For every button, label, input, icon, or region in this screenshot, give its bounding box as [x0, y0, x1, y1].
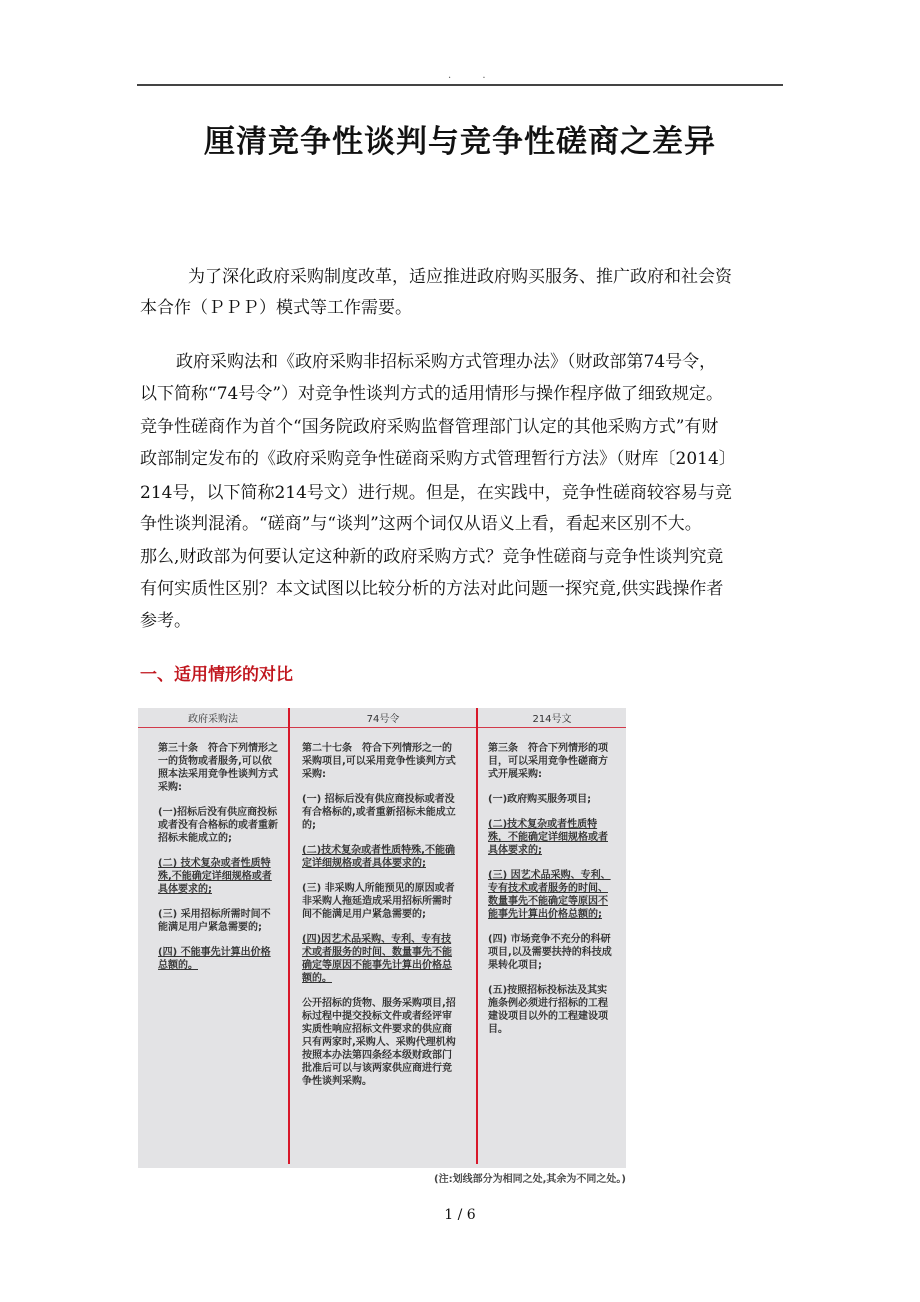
- page-title: 厘清竞争性谈判与竞争性磋商之差异: [204, 124, 716, 160]
- paragraph-line: 那么,财政部为何要认定这种新的政府采购方式？竞争性磋商与竞争性谈判究竟: [140, 547, 724, 567]
- table-clause: (五)按照招标投标法及其实施条例必须进行招标的工程建设项目以外的工程建设项目。: [488, 985, 608, 1035]
- table-divider: [476, 708, 478, 1164]
- table-clause: (一)政府购买服务项目;: [488, 794, 592, 805]
- table-clause: (四)因艺术品采购、专利、专有技术或者服务的时间、数量事先不能确定等原因不能事先计算出价格总额的。: [302, 934, 452, 984]
- paragraph-line: 214号，以下简称214号文）进行规。但是，在实践中，竞争性磋商较容易与竞: [140, 483, 732, 503]
- paragraph-line: 参考。: [140, 611, 191, 631]
- table-header-order-74: 74号令: [366, 714, 400, 725]
- page-number: 1 / 6: [444, 1207, 476, 1223]
- table-divider: [288, 708, 290, 1164]
- table-clause: (四) 市场竞争不充分的科研项目,以及需要扶持的科技成果转化项目;: [488, 934, 612, 971]
- paragraph-line: 以下简称“74号令”）对竞争性谈判方式的适用情形与操作程序做了细致规定。: [140, 384, 724, 404]
- table-column-doc-214: [488, 742, 616, 1048]
- table-clause: (一) 招标后没有供应商投标或者没有合格标的,或者重新招标未能成立的;: [302, 794, 456, 831]
- table-clause: 公开招标的货物、服务采购项目,招标过程中提交投标文件或者经评审实质性响应招标文件要求的供应商只有两家时,采购人、采购代理机构按照本办法第四条经本级财政部门批准后可以与该两家供应商进行竞争性谈判采购。: [302, 998, 456, 1087]
- paragraph-line: 争性谈判混淆。“磋商”与“谈判”这两个词仅从语义上看，看起来区别不大。: [140, 514, 702, 534]
- table-header-rule: [138, 727, 626, 728]
- table-clause: (一)招标后没有供应商投标或者没有合格标的或者重新招标未能成立的;: [158, 807, 278, 844]
- section-heading: 一、适用情形的对比: [140, 665, 293, 685]
- paragraph-line: 为了深化政府采购制度改革，适应推进政府购买服务、推广政府和社会资: [188, 267, 732, 287]
- paragraph-line: 政府采购法和《政府采购非招标采购方式管理办法》（财政部第74号令，: [176, 352, 717, 372]
- table-header-doc-214: 214号文: [532, 714, 572, 725]
- paragraph-line: 政部制定发布的《政府采购竞争性磋商采购方式管理暂行方法》（财库〔2014〕: [140, 449, 736, 469]
- table-clause: 第二十七条 符合下列情形之一的采购项目,可以采用竞争性谈判方式采购:: [302, 743, 456, 780]
- comparison-table-image: [138, 708, 626, 1168]
- paragraph-line: 有何实质性区别？本文试图以比较分析的方法对此问题一探究竟,供实践操作者: [140, 579, 724, 599]
- table-clause: 第三十条 符合下列情形之一的货物或者服务,可以依照本法采用竞争性谈判方式采购:: [158, 743, 278, 793]
- table-header-procurement-law: 政府采购法: [188, 714, 238, 725]
- header-dots: . .: [448, 70, 500, 81]
- table-note: (注:划线部分为相同之处,其余为不同之处。): [434, 1174, 626, 1185]
- paragraph-line: 本合作（ＰＰＰ）模式等工作需要。: [140, 298, 412, 318]
- table-clause: (二)技术复杂或者性质特殊,不能确定详细规格或者具体要求的;: [302, 845, 455, 869]
- table-clause: (三) 因艺术品采购、专利、专有技术或者服务的时间、数量事先不能确定等原因不能事先计算出价格总额的;: [488, 870, 611, 920]
- table-clause: (二) 技术复杂或者性质特殊,不能确定详细规格或者具体要求的;: [158, 858, 272, 895]
- table-column-procurement-law: [158, 742, 280, 984]
- table-clause: 第三条 符合下列情形的项目，可以采用竞争性磋商方式开展采购:: [488, 743, 608, 780]
- table-clause: (三) 采用招标所需时间不能满足用户紧急需要的;: [158, 909, 271, 933]
- table-column-order-74: [302, 742, 460, 1100]
- table-clause: (四) 不能事先计算出价格总额的。: [158, 947, 271, 971]
- table-clause: (三) 非采购人所能预见的原因或者非采购人拖延造成采用招标所需时间不能满足用户紧急需要的;: [302, 883, 455, 920]
- paragraph-line: 竞争性磋商作为首个“国务院政府采购监督管理部门认定的其他采购方式”有财: [140, 417, 719, 437]
- table-clause: (二)技术复杂或者性质特殊，不能确定详细规格或者具体要求的;: [488, 819, 608, 856]
- header-rule: [137, 84, 783, 86]
